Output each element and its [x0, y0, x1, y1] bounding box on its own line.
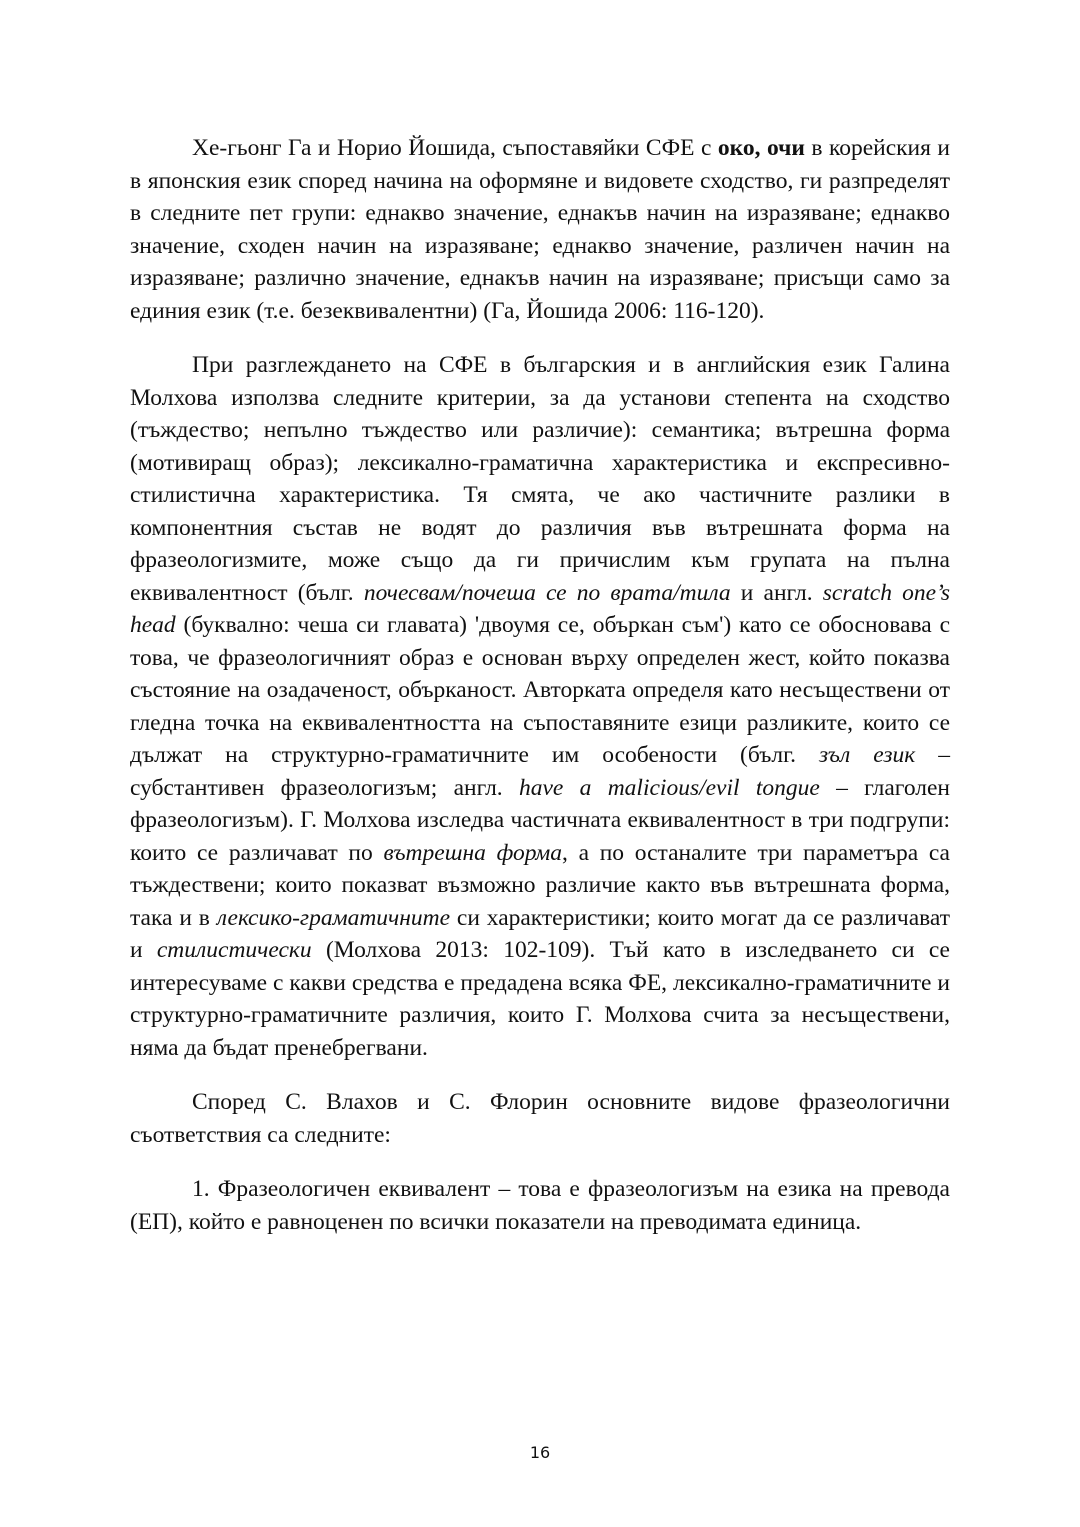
italic-phrase: have a malicious/evil tongue — [518, 774, 820, 801]
text-run: Хе-гьонг Га и Норио Йошида, съпоставяйки СФЕ с — [192, 135, 718, 161]
paragraph-3 — [130, 1086, 950, 1151]
text-run: При разглеждането на СФЕ в българския и в английския език Галина Молхова използва следните критерии, за да установи степента на сходство (тъждество; непълно тъждество или различие): семантика; вътрешна форма (мотивиращ образ); лексикално-граматична характеристика и експресивно-стилистична характеристика. Тя смята, че ако частичните разлики в компонентния състав не водят до различия във вътрешната форма на фразеологизмите, може също да ги причислим към групата на пълна еквивалентност (бълг. — [130, 352, 950, 606]
italic-phrase: зъл език — [818, 742, 916, 768]
document-page — [130, 132, 950, 1260]
bold-term: око, очи — [717, 135, 805, 161]
italic-phrase: вътрешна форма — [383, 839, 563, 866]
text-run: – глаголен фразеологизъм). Г. Молхова изследва частичната еквивалентност в три подгрупи: които се различават по — [130, 774, 951, 866]
text-run: (буквално: чеша си главата) 'двоумя се, объркан съм') като се обосновава с това, че фразеологичният образ е основан върху определен жест, който показва състояние на озадаченост, обърканост. Авторката определя като несъществени от гледна точка на еквивалентността на съпоставяните езици разликите, които се дължат на структурно-граматичните им особености (бълг. — [130, 612, 950, 768]
text-run: (Молхова 2013: 102-109). Тъй като в изследването си се интересуваме с какви средства е предадена всяка ФЕ, лексикално-граматичните и структурно-граматичните различия, които Г. Молхова счита за несъществени, няма да бъдат пренебрегвани. — [130, 937, 950, 1061]
italic-phrase: лексико-граматичните — [216, 904, 451, 931]
text-run: , а по останалите три параметъра са тъждествени; които показват възможно различие както във вътрешната форма, така и в — [130, 839, 950, 931]
text-run: 1. Фразеологичен еквивалент – това е фразеологизъм на езика на превода (ЕП), който е равноценен по всички показатели на преводимата единица. — [130, 1176, 950, 1235]
text-run: в корейския и в японския език според начина на оформяне и видовете сходство, ги разпределят в следните пет групи: еднакво значение, еднакъв начин на изразяване; еднакво значение, сходен начин на изразяване; еднакво значение, различен начин на изразяване; различно значение, еднакъв начин на изразяване; присъщи само за единия език (т.е. безеквивалентни) (Га, Йошида 2006: 116-120). — [130, 135, 950, 324]
italic-phrase: почесвам/почеша се по врата/тила — [363, 579, 731, 606]
text-run: – субстантивен фразеологизъм; англ. — [130, 742, 950, 801]
page-number: 16 — [529, 1443, 551, 1462]
text-run: си характеристики; които могат да се различават и — [130, 904, 950, 963]
paragraph-2 — [130, 349, 950, 1064]
text-run: Според С. Влахов и С. Флорин основните видове фразеологични съответствия са следните: — [130, 1089, 950, 1148]
italic-phrase: scratch one’s head — [130, 579, 951, 638]
paragraph-1 — [130, 132, 950, 327]
italic-phrase: стилистически — [156, 937, 312, 963]
paragraph-4 — [130, 1173, 950, 1238]
text-run: и англ. — [730, 579, 823, 606]
